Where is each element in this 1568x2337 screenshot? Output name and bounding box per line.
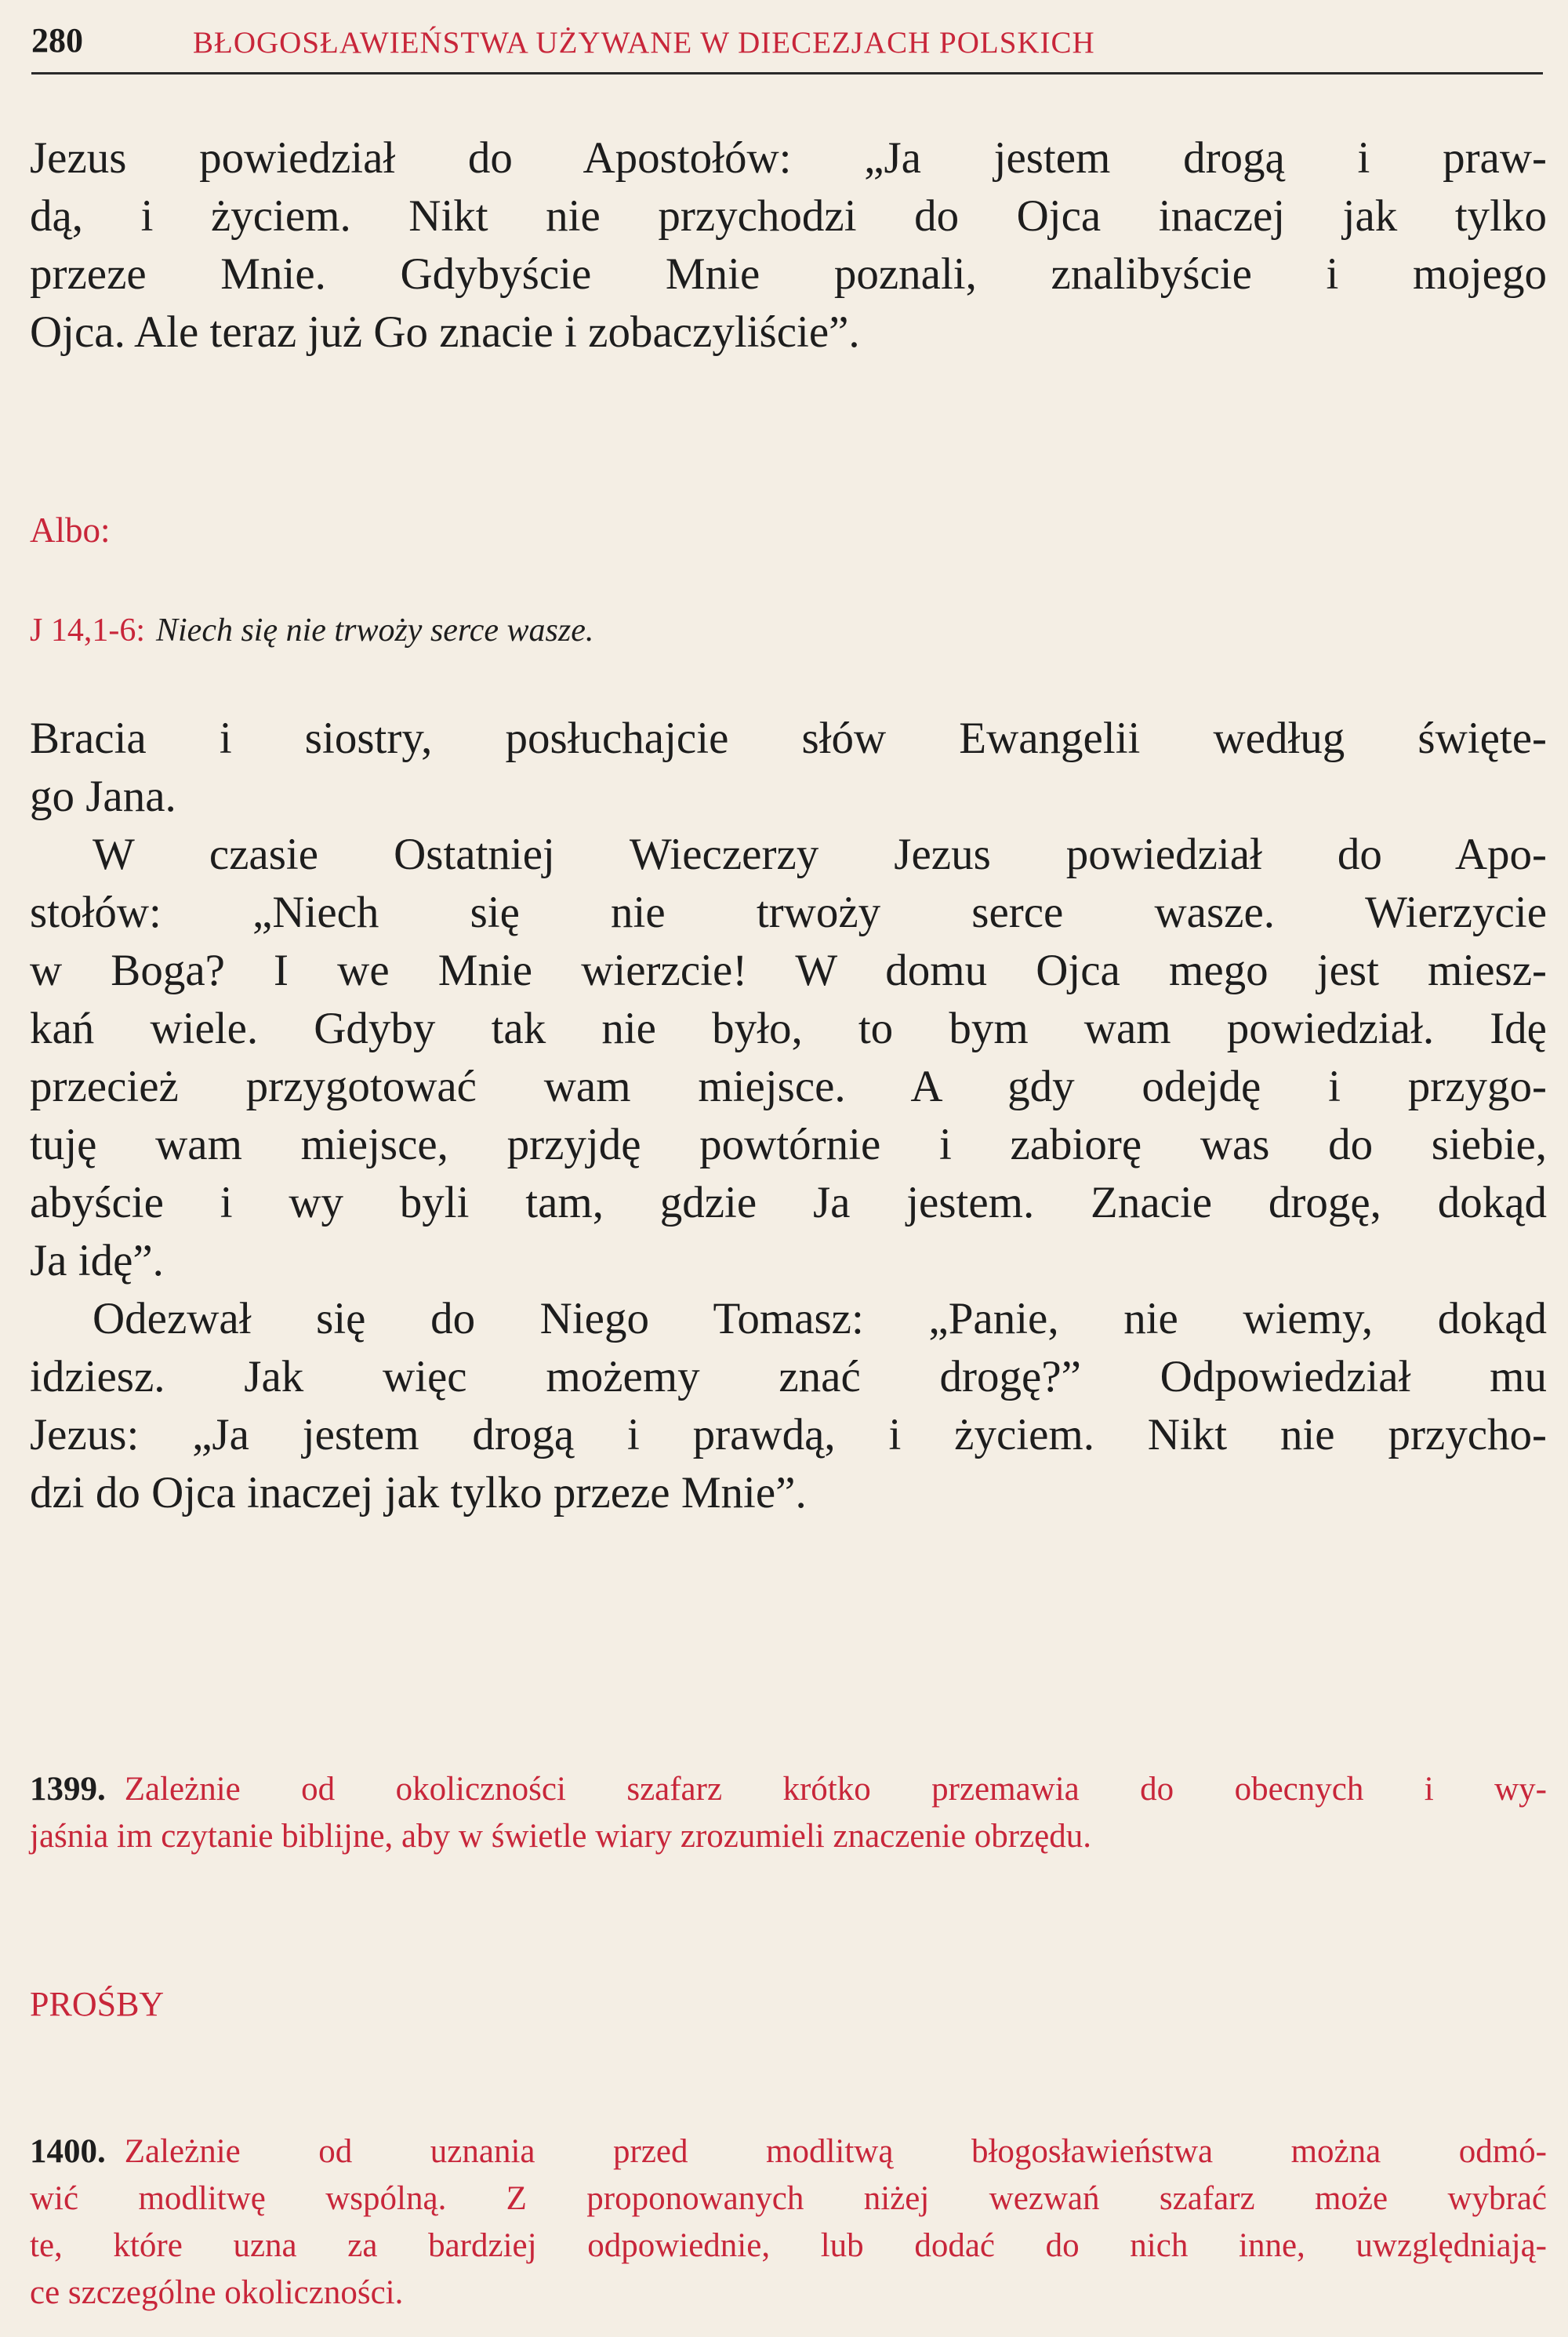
rubric-line: jaśnia im czytanie biblijne, aby w świetle wiary zrozumieli znaczenie obrzędu. xyxy=(30,1818,1091,1855)
reading-2-line: kań wiele. Gdyby tak nie było, to bym wam powiedział. Idę xyxy=(30,1004,1547,1053)
reading-2-line: tuję wam miejsce, przyjdę powtórnie i zabiorę was do siebie, xyxy=(30,1120,1547,1169)
prosby-heading: PROŚBY xyxy=(30,1985,165,2023)
reading-2-line: Odezwał się do Niego Tomasz: „Panie, nie wiemy, dokąd xyxy=(93,1294,1547,1343)
reading-2-line: dzi do Ojca inaczej jak tylko przeze Mnie”. xyxy=(30,1468,807,1517)
reading-2-line: idziesz. Jak więc możemy znać drogę?” Odpowiedział mu xyxy=(30,1352,1547,1401)
reading-1 xyxy=(30,129,1547,362)
reading-2-intro-line: Bracia i siostry, posłuchajcie słów Ewangelii według święte- xyxy=(30,714,1547,763)
reading-1-line: przeze Mnie. Gdybyście Mnie poznali, znalibyście i mojego xyxy=(30,249,1547,299)
reading-1-line: Jezus powiedział do Apostołów: „Ja jestem drogą i praw- xyxy=(30,133,1547,183)
bible-reference: J 14,1-6: xyxy=(30,612,145,649)
page-number: 280 xyxy=(31,21,83,60)
rubric-1399 xyxy=(30,1766,1547,1860)
running-title: BŁOGOSŁAWIEŃSTWA UŻYWANE W DIECEZJACH POLSKICH xyxy=(193,26,1095,60)
reading-reference xyxy=(30,612,593,649)
rubric-line: te, które uzna za bardziej odpowiednie, lub dodać do nich inne, uwzględniają- xyxy=(30,2227,1547,2264)
reading-2-line: stołów: „Niech się nie trwoży serce wasze. Wierzycie xyxy=(30,888,1547,937)
reading-2-line: W czasie Ostatniej Wieczerzy Jezus powiedział do Apo- xyxy=(93,830,1547,879)
reading-2-intro-line: go Jana. xyxy=(30,772,176,821)
rubric-1400 xyxy=(30,2128,1547,2317)
reading-2-line: przecież przygotować wam miejsce. A gdy odejdę i przygo- xyxy=(30,1062,1547,1111)
running-header xyxy=(31,20,1543,75)
reading-1-line: Ojca. Ale teraz już Go znacie i zobaczyliście”. xyxy=(30,307,860,357)
reading-2-line: w Boga? I we Mnie wierzcie! W domu Ojca mego jest miesz- xyxy=(30,946,1547,995)
rubric-line: Zależnie od uznania przed modlitwą błogosławieństwa można odmó- xyxy=(124,2133,1547,2170)
rubric-line: ce szczególne okoliczności. xyxy=(30,2274,404,2311)
rubric-number: 1400. xyxy=(30,2133,106,2170)
rubric-line: Zależnie od okoliczności szafarz krótko przemawia do obecnych i wy- xyxy=(124,1771,1547,1808)
albo-label: Albo: xyxy=(30,511,111,550)
reading-2 xyxy=(30,710,1547,1522)
reading-2-line: Ja idę”. xyxy=(30,1236,164,1285)
reading-2-line: abyście i wy byli tam, gdzie Ja jestem. Znacie drogę, dokąd xyxy=(30,1178,1547,1227)
rubric-number: 1399. xyxy=(30,1771,106,1808)
reading-1-line: dą, i życiem. Nikt nie przychodzi do Ojca inaczej jak tylko xyxy=(30,191,1547,241)
rubric-line: wić modlitwę wspólną. Z proponowanych niżej wezwań szafarz może wybrać xyxy=(30,2180,1547,2217)
reading-2-line: Jezus: „Ja jestem drogą i prawdą, i życiem. Nikt nie przycho- xyxy=(30,1410,1547,1459)
reading-incipit: Niech się nie trwoży serce wasze. xyxy=(156,612,594,649)
